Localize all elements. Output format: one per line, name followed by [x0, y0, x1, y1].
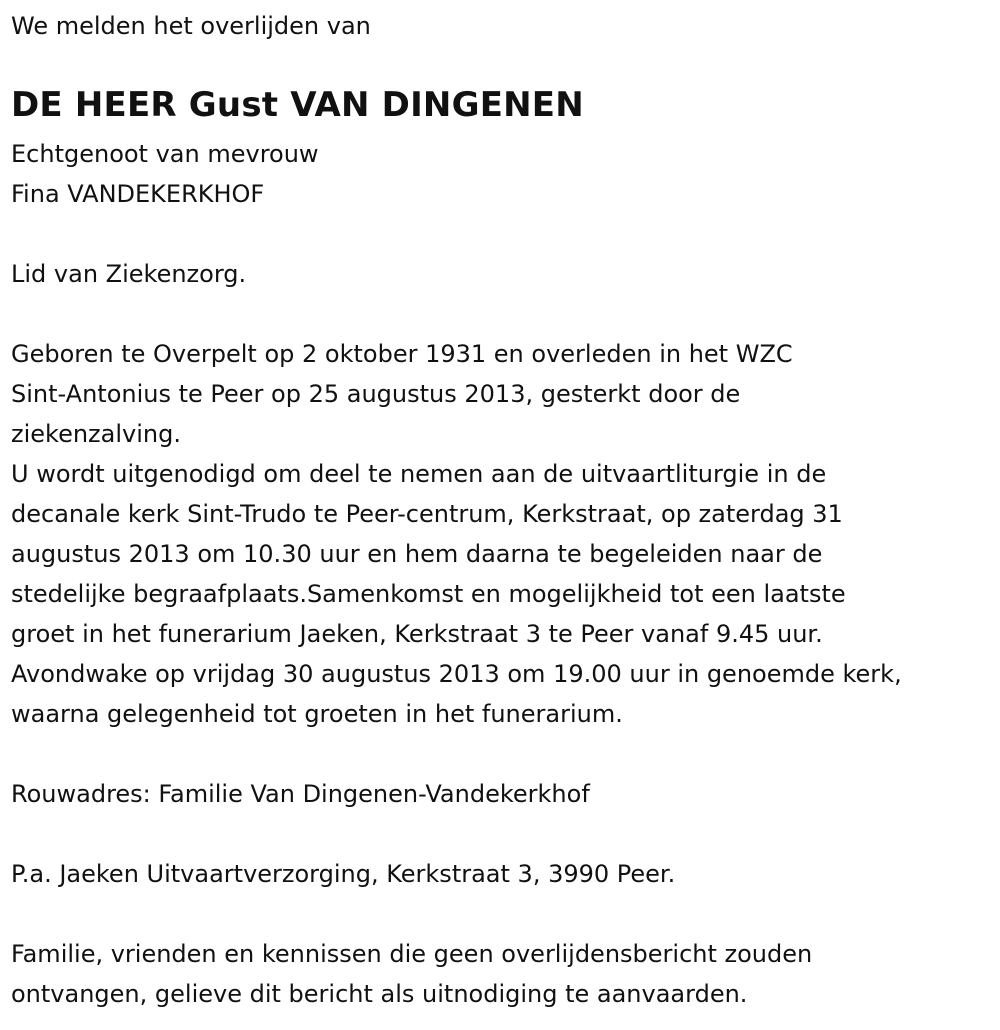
deceased-name: DE HEER Gust VAN DINGENEN	[11, 85, 584, 125]
closing-block	[11, 934, 812, 1014]
mourning-address: Rouwadres: Familie Van Dingenen-Vandekerkhof	[11, 780, 590, 808]
main-text-line: Avondwake op vrijdag 30 augustus 2013 om 19.00 uur in genoemde kerk,	[11, 660, 902, 688]
spouse-line: Echtgenoot van mevrouw	[11, 140, 319, 168]
main-text-line: decanale kerk Sint-Trudo te Peer-centrum, Kerkstraat, op zaterdag 31	[11, 500, 843, 528]
intro-text: We melden het overlijden van	[11, 12, 371, 40]
funeral-home: P.a. Jaeken Uitvaartverzorging, Kerkstraat 3, 3990 Peer.	[11, 860, 676, 888]
mourning-address-block	[11, 774, 590, 814]
main-text-line: groet in het funerarium Jaeken, Kerkstraat 3 te Peer vanaf 9.45 uur.	[11, 620, 823, 648]
membership-text: Lid van Ziekenzorg.	[11, 260, 247, 288]
main-text-block	[11, 334, 902, 734]
funeral-home-block	[11, 854, 675, 894]
main-text-line: waarna gelegenheid tot groeten in het funerarium.	[11, 700, 623, 728]
main-text-line: augustus 2013 om 10.30 uur en hem daarna te begeleiden naar de	[11, 540, 823, 568]
main-text-line: Sint-Antonius te Peer op 25 augustus 2013, gesterkt door de	[11, 380, 741, 408]
spouse-block	[11, 134, 319, 214]
main-text-line: Geboren te Overpelt op 2 oktober 1931 en overleden in het WZC	[11, 340, 793, 368]
spouse-name: Fina VANDEKERKHOF	[11, 180, 265, 208]
main-text-line: U wordt uitgenodigd om deel te nemen aan de uitvaartliturgie in de	[11, 460, 827, 488]
membership-block	[11, 254, 246, 294]
closing-line: ontvangen, gelieve dit bericht als uitnodiging te aanvaarden.	[11, 980, 748, 1008]
main-text-line: ziekenzalving.	[11, 420, 181, 448]
closing-line: Familie, vrienden en kennissen die geen overlijdensbericht zouden	[11, 940, 813, 968]
main-text-line: stedelijke begraafplaats.Samenkomst en mogelijkheid tot een laatste	[11, 580, 846, 608]
